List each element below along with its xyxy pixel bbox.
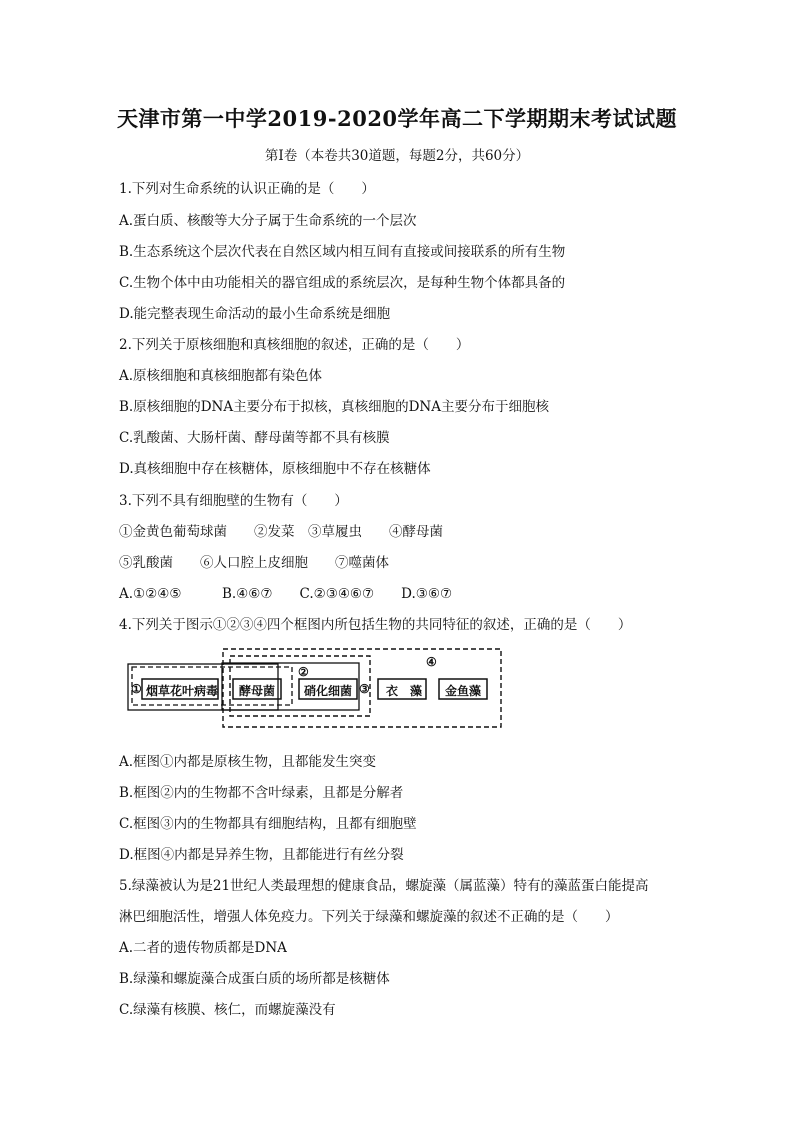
q4-option-c: C.框图③内的生物都具有细胞结构，且都有细胞壁 [119, 816, 417, 832]
q5-option-b: B.绿藻和螺旋藻合成蛋白质的场所都是核糖体 [119, 971, 390, 987]
organism-hornwort: 金鱼藻 [445, 684, 482, 698]
q3-stem: 3.下列不具有细胞壁的生物有（ ） [119, 493, 348, 509]
organism-tobacco-mosaic-virus: 烟草花叶病毒 [146, 684, 219, 698]
q4-venn-diagram [126, 646, 506, 730]
page-title: 天津市第一中学2019-2020学年高二下学期期末考试试题 [116, 106, 678, 131]
q4-option-d: D.框图④内都是异养生物，且都能进行有丝分裂 [119, 847, 404, 863]
frame-label-1: ① [131, 682, 142, 696]
q2-option-c: C.乳酸菌、大肠杆菌、酵母菌等都不具有核膜 [119, 430, 390, 446]
q2-option-a: A.原核细胞和真核细胞都有染色体 [119, 368, 323, 384]
q1-option-b: B.生态系统这个层次代表在自然区域内相互间有直接或间接联系的所有生物 [119, 244, 566, 260]
organism-nitrifying-bacteria: 硝化细菌 [304, 684, 353, 698]
q2-option-d: D.真核细胞中存在核糖体，原核细胞中不存在核糖体 [119, 461, 431, 477]
q1-option-c: C.生物个体中由功能相关的器官组成的系统层次，是每种生物个体都具备的 [119, 275, 566, 291]
organism-chlamydomonas: 衣 藻 [386, 684, 423, 698]
q3-items-row2: ⑤乳酸菌 ⑥人口腔上皮细胞 ⑦噬菌体 [119, 555, 389, 571]
q4-option-a: A.框图①内都是原核生物，且都能发生突变 [119, 754, 377, 770]
section-subtitle: 第Ⅰ卷（本卷共30道题，每题2分，共60分） [264, 148, 530, 164]
q1-stem: 1.下列对生命系统的认识正确的是（ ） [119, 181, 375, 197]
q4-option-b: B.框图②内的生物都不含叶绿素，且都是分解者 [119, 785, 404, 801]
q3-items-row1: ①金黄色葡萄球菌 ②发菜 ③草履虫 ④酵母菌 [119, 524, 443, 540]
q1-option-a: A.蛋白质、核酸等大分子属于生命系统的一个层次 [119, 213, 417, 229]
q5-option-a: A.二者的遗传物质都是DNA [119, 940, 287, 956]
q5-option-c: C.绿藻有核膜、核仁，而螺旋藻没有 [119, 1002, 336, 1018]
q5-stem-line2: 淋巴细胞活性，增强人体免疫力。下列关于绿藻和螺旋藻的叙述不正确的是（ ） [119, 909, 619, 925]
organism-yeast: 酵母菌 [239, 684, 276, 698]
q5-stem-line1: 5.绿藻被认为是21世纪人类最理想的健康食品，螺旋藻（属蓝藻）特有的藻蓝蛋白能提高 [119, 878, 649, 894]
q2-stem: 2.下列关于原核细胞和真核细胞的叙述，正确的是（ ） [119, 337, 470, 353]
frame-label-4: ④ [426, 655, 437, 669]
q2-option-b: B.原核细胞的DNA主要分布于拟核，真核细胞的DNA主要分布于细胞核 [119, 399, 549, 415]
q1-option-d: D.能完整表现生命活动的最小生命系统是细胞 [119, 306, 391, 322]
q4-stem: 4.下列关于图示①②③④四个框图内所包括生物的共同特征的叙述，正确的是（ ） [119, 617, 632, 633]
q3-options: A.①②④⑤ B.④⑥⑦ C.②③④⑥⑦ D.③⑥⑦ [119, 586, 453, 602]
frame-label-2: ② [298, 665, 309, 679]
frame-label-3: ③ [359, 682, 370, 696]
